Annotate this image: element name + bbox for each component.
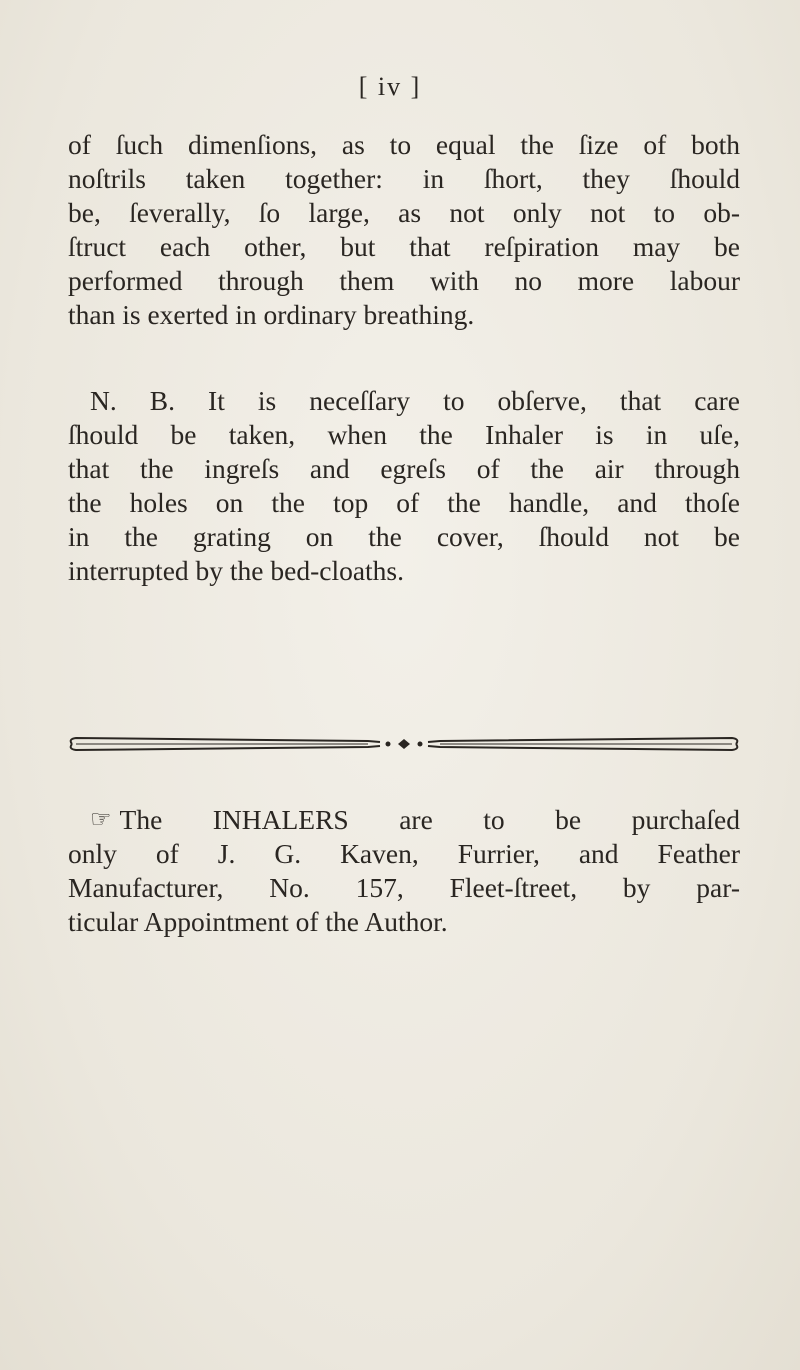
text-line: ſhould be taken, when the Inhaler is in uſe, bbox=[68, 419, 740, 450]
purchase-notice bbox=[68, 803, 740, 939]
text-line: performed through them with no more labour bbox=[68, 265, 740, 296]
text-line: be, ſeverally, ſo large, as not only not to ob- bbox=[68, 197, 740, 228]
pointing-hand-icon: ☞ bbox=[90, 807, 112, 833]
text-line: in the grating on the cover, ſhould not be bbox=[68, 521, 740, 552]
text-line bbox=[68, 803, 740, 837]
notice-line-text: The INHALERS are to be purchaſed bbox=[119, 804, 740, 835]
text-line: interrupted by the bed-cloaths. bbox=[68, 555, 405, 586]
page-number: [ iv ] bbox=[358, 72, 422, 101]
text-line: that the ingreſs and egreſs of the air through bbox=[68, 453, 740, 484]
paragraph-continuation bbox=[68, 128, 740, 332]
text-line: noſtrils taken together: in ſhort, they ſhould bbox=[68, 163, 740, 194]
text-line: ſtruct each other, but that reſpiration may be bbox=[68, 231, 740, 262]
text-line: than is exerted in ordinary breathing. bbox=[68, 299, 475, 330]
nota-bene-paragraph bbox=[68, 384, 740, 588]
ornamental-rule bbox=[68, 733, 740, 755]
text-line: N. B. It is neceſſary to obſerve, that care bbox=[90, 385, 740, 416]
text-line: only of J. G. Kaven, Furrier, and Feather bbox=[68, 838, 740, 869]
text-line: the holes on the top of the handle, and thoſe bbox=[68, 487, 740, 518]
text-line: of ſuch dimenſions, as to equal the ſize of both bbox=[68, 129, 740, 160]
text-line: ticular Appointment of the Author. bbox=[68, 906, 448, 937]
text-line: Manufacturer, No. 157, Fleet-ſtreet, by par- bbox=[68, 872, 740, 903]
